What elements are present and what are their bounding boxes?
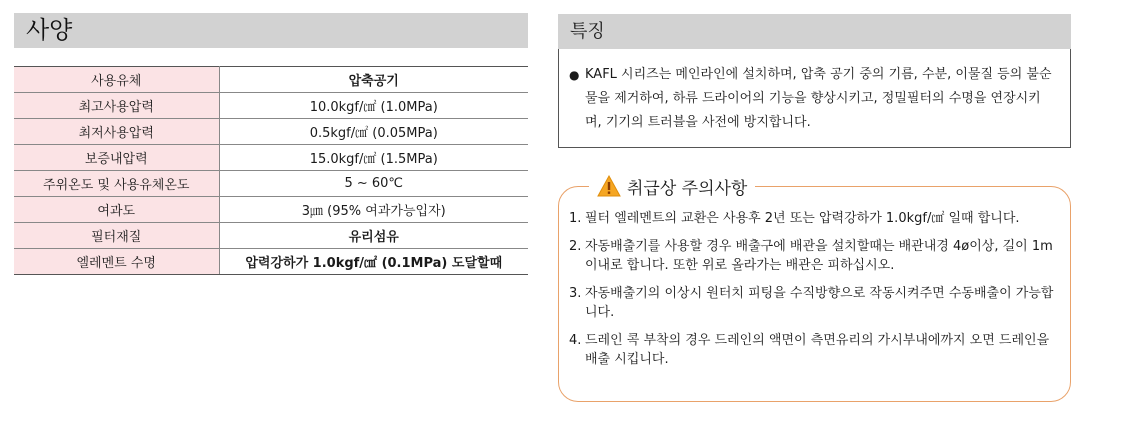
caution-item-text: 필터 엘레멘트의 교환은 사용후 2년 또는 압력강하가 1.0kgf/㎠ 일때 합니다.: [585, 211, 1020, 226]
caution-box: [558, 178, 1071, 402]
table-row: [14, 119, 528, 145]
spec-label: 최고사용압력: [14, 93, 219, 119]
warning-icon: [597, 175, 621, 197]
caution-item-number: 2.: [569, 239, 582, 254]
caution-item-text: 자동배출기의 이상시 원터치 피팅을 수직방향으로 작동시켜주면 수동배출이 가능합니다.: [585, 286, 1054, 320]
caution-item-text: 자동배출기를 사용할 경우 배출구에 배관을 설치할때는 배관내경 4ø이상, 길이 1m 이내로 합니다. 또한 위로 올라가는 배관은 피하십시오.: [585, 239, 1053, 273]
spec-value: 유리섬유: [219, 223, 528, 249]
spec-value: 3㎛ (95% 여과가능입자): [219, 197, 528, 223]
bullet-icon: ●: [569, 68, 580, 82]
caution-list: [569, 209, 1057, 378]
list-item: [569, 331, 1057, 369]
spec-value: 압축공기: [219, 67, 528, 93]
spec-label: 주위온도 및 사용유체온도: [14, 171, 219, 197]
features-box: [558, 49, 1071, 148]
spec-value: 10.0kgf/㎠ (1.0MPa): [219, 93, 528, 119]
spec-label: 필터재질: [14, 223, 219, 249]
caution-item-number: 3.: [569, 286, 582, 301]
caution-item-number: 4.: [569, 333, 582, 348]
table-row: [14, 249, 528, 275]
spec-label: 엘레멘트 수명: [14, 249, 219, 275]
table-row: [14, 171, 528, 197]
spec-label: 여과도: [14, 197, 219, 223]
table-row: [14, 145, 528, 171]
spec-label: 사용유체: [14, 67, 219, 93]
features-text: KAFL 시리즈는 메인라인에 설치하며, 압축 공기 중의 기름, 수분, 이물질 등의 불순물을 제거하여, 하류 드라이어의 기능을 향상시키고, 정밀필터의 수명을 연장시키며, 기기의 트러블을 사전에 방지합니다.: [585, 67, 1052, 130]
spec-label: 보증내압력: [14, 145, 219, 171]
list-item: [569, 284, 1057, 322]
spec-title: 사양: [14, 13, 528, 48]
spec-table: [14, 66, 528, 275]
table-row: [14, 197, 528, 223]
spec-label: 최저사용압력: [14, 119, 219, 145]
caution-title: 취급상 주의사항: [627, 178, 748, 199]
caution-item-text: 드레인 콕 부착의 경우 드레인의 액면이 측면유리의 가시부내에까지 오면 드레인을 배출 시킵니다.: [585, 333, 1050, 367]
spec-value: 15.0kgf/㎠ (1.5MPa): [219, 145, 528, 171]
spec-value: 0.5kgf/㎠ (0.05MPa): [219, 119, 528, 145]
spec-value: 압력강하가 1.0kgf/㎠ (0.1MPa) 도달할때: [219, 249, 528, 275]
table-row: [14, 223, 528, 249]
caution-item-number: 1.: [569, 211, 582, 226]
table-row: [14, 93, 528, 119]
list-item: [569, 209, 1057, 228]
list-item: [569, 237, 1057, 275]
caution-heading: [589, 172, 755, 200]
spec-value: 5 ~ 60℃: [219, 171, 528, 197]
features-title: 특징: [558, 14, 1071, 49]
table-row: [14, 67, 528, 93]
